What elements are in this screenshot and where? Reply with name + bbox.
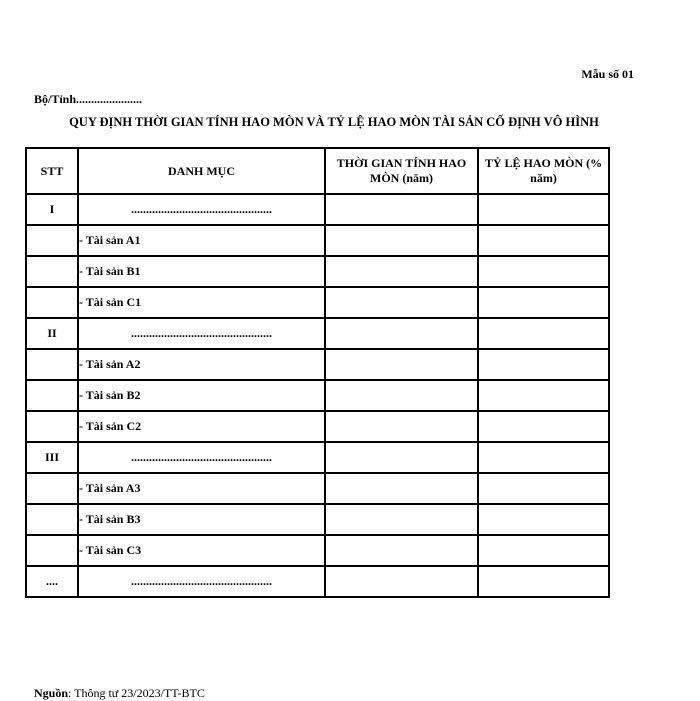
table-row bbox=[26, 318, 609, 349]
cell-duration bbox=[325, 256, 478, 287]
column-header-rate: TỶ LỆ HAO MÒN (% năm) bbox=[478, 148, 609, 194]
cell-rate bbox=[478, 473, 609, 504]
table-row bbox=[26, 194, 609, 225]
cell-duration bbox=[325, 411, 478, 442]
table-row bbox=[26, 535, 609, 566]
cell-category: - Tài sản A2 bbox=[78, 349, 325, 380]
cell-duration bbox=[325, 442, 478, 473]
cell-rate bbox=[478, 194, 609, 225]
table-row bbox=[26, 225, 609, 256]
cell-duration bbox=[325, 566, 478, 597]
cell-category: ............................................... bbox=[78, 194, 325, 225]
cell-category: - Tài sản C1 bbox=[78, 287, 325, 318]
cell-rate bbox=[478, 256, 609, 287]
table-row bbox=[26, 504, 609, 535]
cell-duration bbox=[325, 349, 478, 380]
cell-duration bbox=[325, 287, 478, 318]
cell-stt: I bbox=[26, 194, 78, 225]
cell-rate bbox=[478, 318, 609, 349]
cell-stt: II bbox=[26, 318, 78, 349]
document-title: QUY ĐỊNH THỜI GIAN TÍNH HAO MÒN VÀ TỶ LỆ HAO MÒN TÀI SẢN CỐ ĐỊNH VÔ HÌNH bbox=[69, 115, 599, 129]
column-header-duration: THỜI GIAN TÍNH HAO MÒN (năm) bbox=[325, 148, 478, 194]
cell-duration bbox=[325, 473, 478, 504]
cell-rate bbox=[478, 380, 609, 411]
cell-stt bbox=[26, 256, 78, 287]
cell-category: ............................................... bbox=[78, 442, 325, 473]
table-row bbox=[26, 442, 609, 473]
table-row bbox=[26, 380, 609, 411]
cell-category: ............................................... bbox=[78, 566, 325, 597]
cell-duration bbox=[325, 380, 478, 411]
table-row bbox=[26, 411, 609, 442]
cell-duration bbox=[325, 504, 478, 535]
cell-rate bbox=[478, 349, 609, 380]
table-row bbox=[26, 566, 609, 597]
table-row bbox=[26, 287, 609, 318]
cell-stt bbox=[26, 349, 78, 380]
cell-category: - Tài sản A1 bbox=[78, 225, 325, 256]
cell-stt bbox=[26, 504, 78, 535]
cell-stt bbox=[26, 225, 78, 256]
cell-duration bbox=[325, 194, 478, 225]
cell-category: - Tài sản A3 bbox=[78, 473, 325, 504]
form-number: Mẫu số 01 bbox=[581, 67, 634, 81]
source-label: Nguồn bbox=[34, 686, 69, 700]
cell-category: - Tài sản C3 bbox=[78, 535, 325, 566]
cell-duration bbox=[325, 225, 478, 256]
table-row bbox=[26, 349, 609, 380]
cell-category: - Tài sản B2 bbox=[78, 380, 325, 411]
cell-stt bbox=[26, 535, 78, 566]
cell-rate bbox=[478, 411, 609, 442]
cell-category: - Tài sản B1 bbox=[78, 256, 325, 287]
table-row bbox=[26, 473, 609, 504]
table-body bbox=[26, 194, 609, 597]
cell-stt: .... bbox=[26, 566, 78, 597]
cell-category: - Tài sản C2 bbox=[78, 411, 325, 442]
cell-stt bbox=[26, 380, 78, 411]
table-header-row bbox=[26, 148, 609, 194]
cell-stt bbox=[26, 287, 78, 318]
cell-stt: III bbox=[26, 442, 78, 473]
cell-duration bbox=[325, 318, 478, 349]
table-row bbox=[26, 256, 609, 287]
cell-rate bbox=[478, 535, 609, 566]
cell-rate bbox=[478, 442, 609, 473]
cell-stt bbox=[26, 473, 78, 504]
cell-duration bbox=[325, 535, 478, 566]
agency-line: Bộ/Tỉnh...................... bbox=[34, 92, 143, 106]
column-header-category: DANH MỤC bbox=[78, 148, 325, 194]
cell-category: - Tài sản B3 bbox=[78, 504, 325, 535]
cell-category: ............................................... bbox=[78, 318, 325, 349]
cell-rate bbox=[478, 504, 609, 535]
cell-rate bbox=[478, 566, 609, 597]
column-header-stt: STT bbox=[26, 148, 78, 194]
cell-rate bbox=[478, 287, 609, 318]
source-text: : Thông tư 23/2023/TT-BTC bbox=[68, 686, 205, 700]
source-note bbox=[34, 686, 205, 701]
cell-stt bbox=[26, 411, 78, 442]
cell-rate bbox=[478, 225, 609, 256]
depreciation-table bbox=[25, 147, 610, 598]
